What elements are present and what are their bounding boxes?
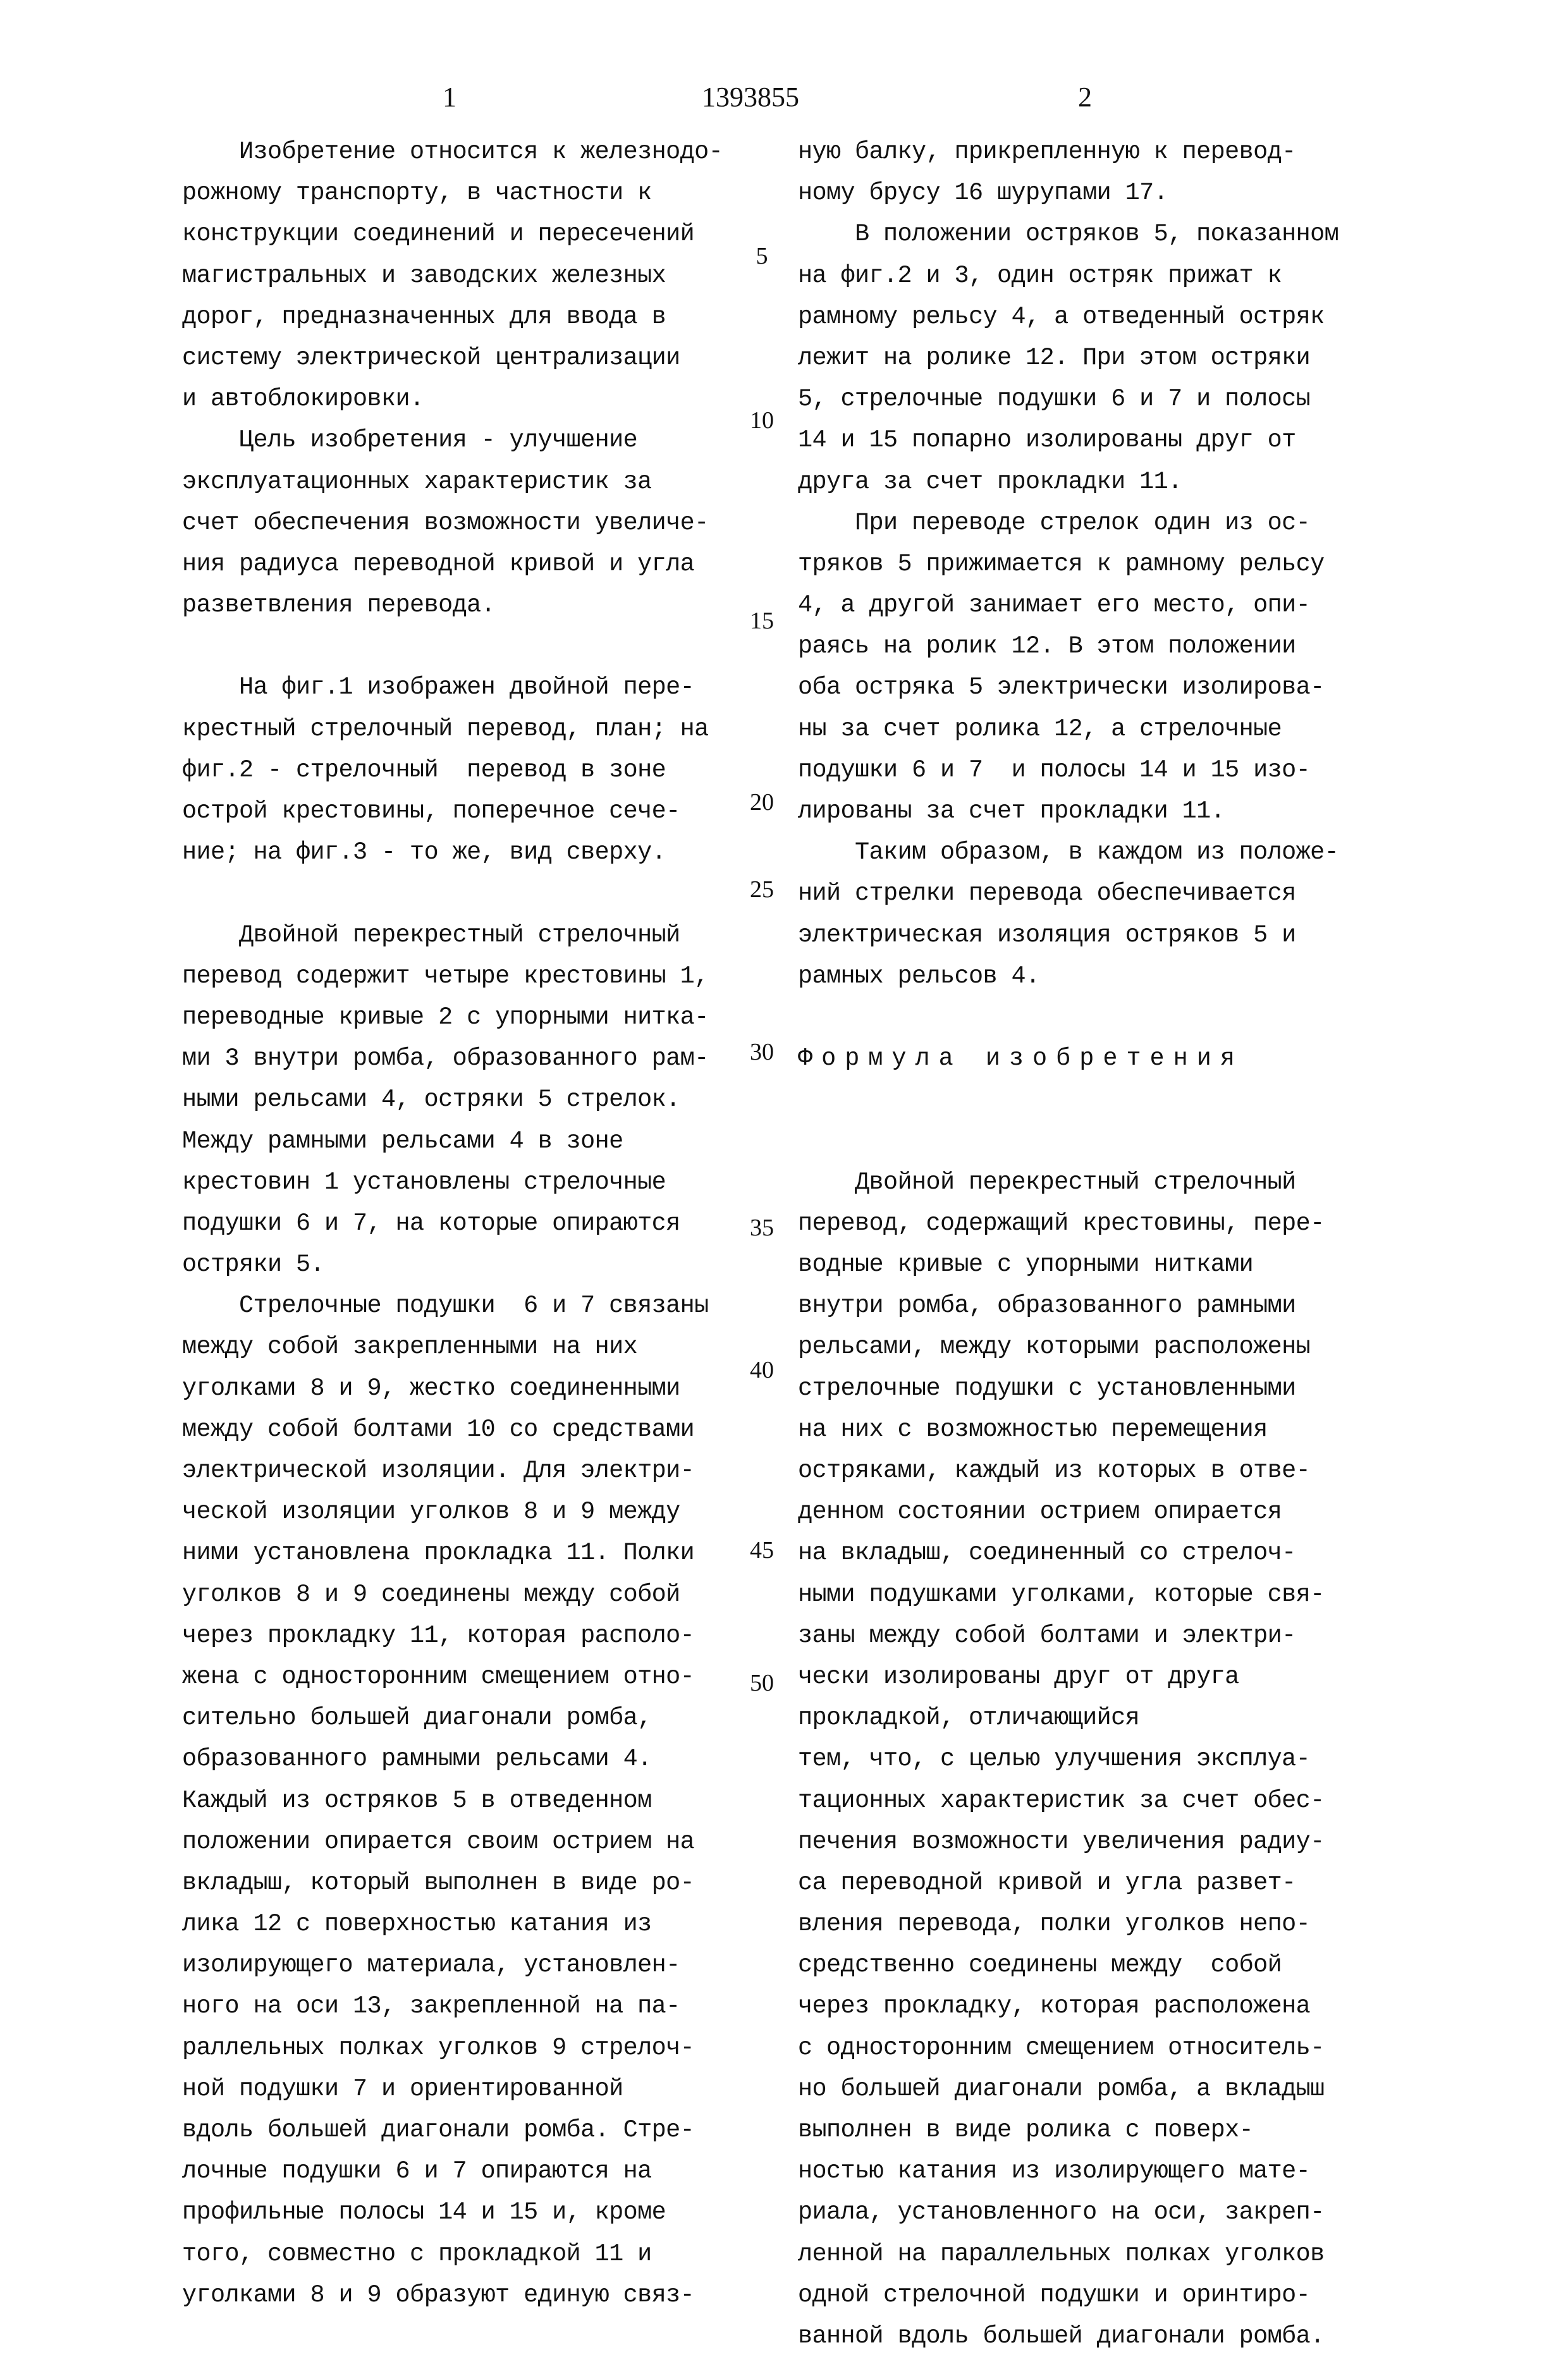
text-line: профильные полосы 14 и 15 и, кроме [182,2192,726,2233]
text-line: образованного рамными рельсами 4. [182,1739,726,1780]
text-line: Двойной перекрестный стрелочный [182,915,726,956]
text-line [798,1121,1367,1162]
text-line: лочные подушки 6 и 7 опираются на [182,2151,726,2192]
text-line: друга за счет прокладки 11. [798,462,1367,503]
text-line: денном состоянии острием опирается [798,1491,1367,1533]
text-line: Таким образом, в каждом из положе- [798,832,1367,873]
line-number: 30 [740,1038,784,1066]
text-line: острой крестовины, поперечное сече- [182,791,726,832]
text-line: на фиг.2 и 3, один остряк прижат к [798,255,1367,297]
text-line: систему электрической централизации [182,338,726,379]
text-line: ными рельсами 4, остряки 5 стрелок. [182,1079,726,1120]
text-line: ческой изоляции уголков 8 и 9 между [182,1491,726,1533]
text-line: эксплуатационных характеристик за [182,462,726,503]
text-line: на вкладыш, соединенный со стрелоч- [798,1533,1367,1574]
text-line: лированы за счет прокладки 11. [798,791,1367,832]
text-line: ний стрелки перевода обеспечивается [798,873,1367,914]
text-line: сительно большей диагонали ромба, [182,1698,726,1739]
text-line: 14 и 15 попарно изолированы друг от [798,420,1367,461]
text-line: Двойной перекрестный стрелочный [798,1162,1367,1203]
text-line: ностью катания из изолирующего мате- [798,2151,1367,2192]
text-line: оба остряка 5 электрически изолирова- [798,667,1367,708]
text-line: переводные кривые 2 с упорными нитка- [182,997,726,1038]
text-line: уголками 8 и 9 образуют единую связ- [182,2275,726,2316]
text-line [798,997,1367,1038]
text-line: заны между собой болтами и электри- [798,1615,1367,1656]
text-line: остряки 5. [182,1244,726,1285]
text-line: рамному рельсу 4, а отведенный остряк [798,297,1367,338]
text-line: ной подушки 7 и ориентированной [182,2069,726,2110]
line-number: 10 [740,407,784,434]
line-number: 50 [740,1669,784,1697]
text-line: крестовин 1 установлены стрелочные [182,1162,726,1203]
text-line: перевод содержит четыре крестовины 1, [182,956,726,997]
text-line: с односторонним смещением относитель- [798,2028,1367,2069]
text-line: вкладыш, который выполнен в виде ро- [182,1863,726,1904]
text-line: внутри ромба, образованного рамными [798,1285,1367,1326]
claims-heading: Формула изобретения [798,1038,1367,1079]
text-line: вдоль большей диагонали ромба. Стре- [182,2110,726,2151]
text-line [182,626,726,667]
text-line: Между рамными рельсами 4 в зоне [182,1121,726,1162]
text-line: вления перевода, полки уголков непо- [798,1904,1367,1945]
text-line: ленной на параллельных полках уголков [798,2234,1367,2275]
line-number: 40 [740,1356,784,1384]
text-line: рамных рельсов 4. [798,956,1367,997]
text-line: подушки 6 и 7, на которые опираются [182,1203,726,1244]
text-line: крестный стрелочный перевод, план; на [182,709,726,750]
left-page-number: 1 [443,81,456,113]
patent-number: 1393855 [702,81,799,113]
text-line: изолирующего материала, установлен- [182,1945,726,1986]
text-line: конструкции соединений и пересечений [182,214,726,255]
text-line: положении опирается своим острием на [182,1821,726,1863]
text-line: 4, а другой занимает его место, опи- [798,585,1367,626]
text-line: магистральных и заводских железных [182,255,726,297]
line-number: 20 [740,788,784,816]
text-line: лежит на ролике 12. При этом остряки [798,338,1367,379]
text-line: риала, установленного на оси, закреп- [798,2192,1367,2233]
text-line: через прокладку 11, которая располо- [182,1615,726,1656]
text-line: рожному транспорту, в частности к [182,173,726,214]
text-line: тряков 5 прижимается к рамному рельсу [798,544,1367,585]
text-line: са переводной кривой и угла развет- [798,1863,1367,1904]
text-line: ние; на фиг.3 - то же, вид сверху. [182,832,726,873]
text-line: При переводе стрелок один из ос- [798,503,1367,544]
text-line: одной стрелочной подушки и оринтиро- [798,2275,1367,2316]
text-line: дорог, предназначенных для ввода в [182,297,726,338]
text-line: жена с односторонним смещением отно- [182,1656,726,1698]
text-line: того, совместно с прокладкой 11 и [182,2234,726,2275]
text-line: ними установлена прокладка 11. Полки [182,1533,726,1574]
right-page-number: 2 [1078,81,1092,113]
line-number: 35 [740,1214,784,1242]
text-line: ны за счет ролика 12, а стрелочные [798,709,1367,750]
text-line: чески изолированы друг от друга [798,1656,1367,1698]
line-number: 15 [740,607,784,635]
text-line: и автоблокировки. [182,379,726,420]
text-line: ванной вдоль большей диагонали ромба. [798,2316,1367,2357]
text-line: выполнен в виде ролика с поверх- [798,2110,1367,2151]
text-line: уголков 8 и 9 соединены между собой [182,1574,726,1615]
text-line: ми 3 внутри ромба, образованного рам- [182,1038,726,1079]
text-line: тационных характеристик за счет обес- [798,1780,1367,1821]
text-line: ния радиуса переводной кривой и угла [182,544,726,585]
text-line: Каждый из остряков 5 в отведенном [182,1780,726,1821]
line-number: 5 [740,242,784,270]
text-line: Цель изобретения - улучшение [182,420,726,461]
text-line: средственно соединены между собой [798,1945,1367,1986]
text-line: остряками, каждый из которых в отве- [798,1450,1367,1491]
text-line: рельсами, между которыми расположены [798,1326,1367,1368]
text-line: уголками 8 и 9, жестко соединенными [182,1368,726,1409]
text-line: перевод, содержащий крестовины, пере- [798,1203,1367,1244]
text-line: ную балку, прикрепленную к перевод- [798,132,1367,173]
text-line: лика 12 с поверхностью катания из [182,1904,726,1945]
text-line: Изобретение относится к железнодо- [182,132,726,173]
text-line: В положении остряков 5, показанном [798,214,1367,255]
text-line: но большей диагонали ромба, а вкладыш [798,2069,1367,2110]
text-line: электрическая изоляция остряков 5 и [798,915,1367,956]
text-line: подушки 6 и 7 и полосы 14 и 15 изо- [798,750,1367,791]
left-column-text [182,132,726,2316]
text-line: тем, что, с целью улучшения эксплуа- [798,1739,1367,1780]
text-line: ному брусу 16 шурупами 17. [798,173,1367,214]
text-line: на них с возможностью перемещения [798,1409,1367,1450]
text-line: ными подушками уголками, которые свя- [798,1574,1367,1615]
right-column-text [798,132,1367,2357]
text-line: раясь на ролик 12. В этом положении [798,626,1367,667]
line-number: 45 [740,1536,784,1564]
text-line: счет обеспечения возможности увеличе- [182,503,726,544]
text-line: фиг.2 - стрелочный перевод в зоне [182,750,726,791]
text-line: раллельных полках уголков 9 стрелоч- [182,2028,726,2069]
text-line: На фиг.1 изображен двойной пере- [182,667,726,708]
text-line: между собой закрепленными на них [182,1326,726,1368]
text-line [182,873,726,914]
text-line: электрической изоляции. Для электри- [182,1450,726,1491]
text-line: через прокладку, которая расположена [798,1986,1367,2027]
line-number: 25 [740,876,784,903]
text-line: прокладкой, отличающийся [798,1698,1367,1739]
text-line: Стрелочные подушки 6 и 7 связаны [182,1285,726,1326]
text-line: стрелочные подушки с установленными [798,1368,1367,1409]
text-line: водные кривые с упорными нитками [798,1244,1367,1285]
text-line: разветвления перевода. [182,585,726,626]
text-line: между собой болтами 10 со средствами [182,1409,726,1450]
text-line [798,1079,1367,1120]
text-line: 5, стрелочные подушки 6 и 7 и полосы [798,379,1367,420]
text-line: печения возможности увеличения радиу- [798,1821,1367,1863]
text-line: ного на оси 13, закрепленной на па- [182,1986,726,2027]
